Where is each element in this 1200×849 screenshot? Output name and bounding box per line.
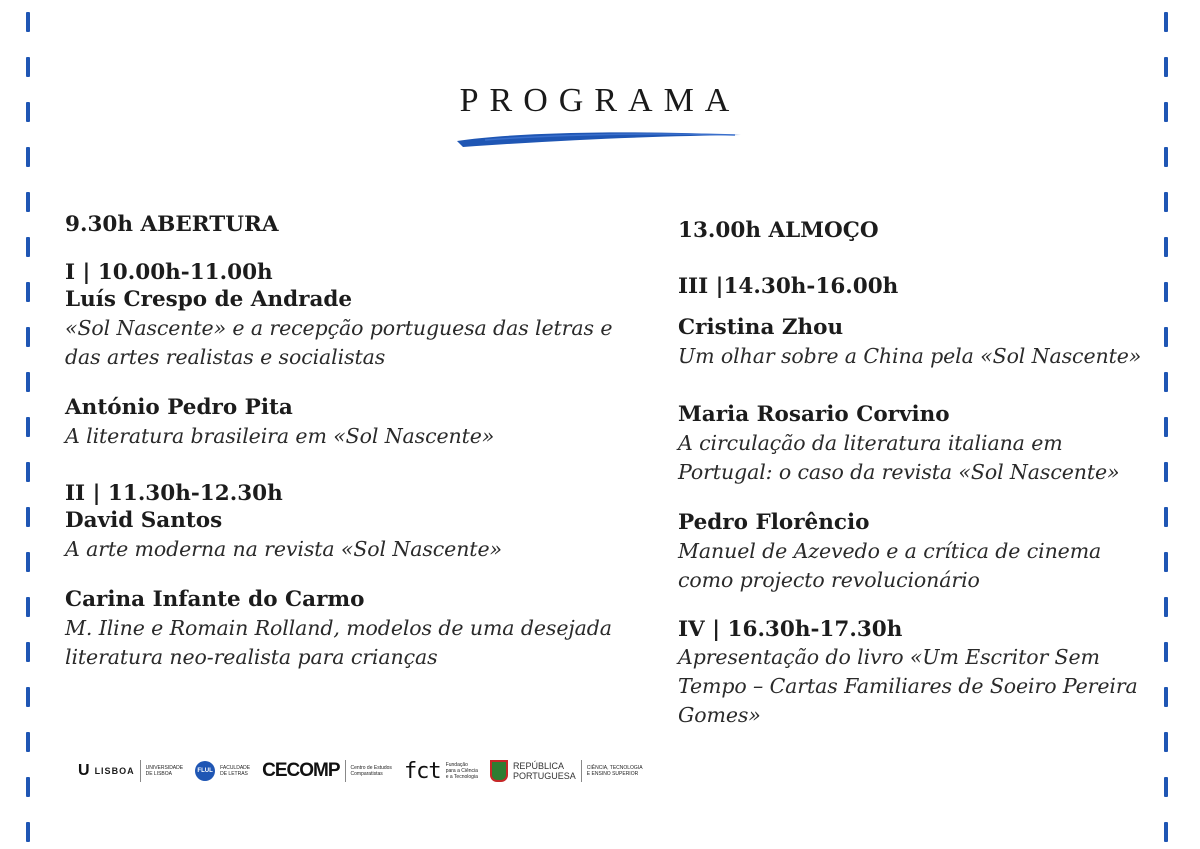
border-dash xyxy=(26,507,30,527)
border-dash xyxy=(1164,192,1168,212)
talk-title: Manuel de Azevedo e a crítica de cinema xyxy=(678,539,1102,563)
speaker-name: Luís Crespo de Andrade xyxy=(65,287,353,312)
border-dash xyxy=(26,552,30,572)
border-dash xyxy=(26,777,30,797)
right-dashed-border xyxy=(1164,0,1170,849)
border-dash xyxy=(1164,552,1168,572)
session-2-heading: II | 11.30h-12.30h xyxy=(65,481,283,506)
border-dash xyxy=(26,327,30,347)
speaker-name: Pedro Florêncio xyxy=(678,510,870,535)
page-title: PROGRAMA xyxy=(459,82,741,119)
talk-title: Portugal: o caso da revista «Sol Nascente» xyxy=(678,460,1120,484)
border-dash xyxy=(1164,597,1168,617)
session-3-heading: III |14.30h-16.00h xyxy=(678,274,899,299)
speaker-name: Cristina Zhou xyxy=(678,315,844,340)
border-dash xyxy=(26,237,30,257)
border-dash xyxy=(26,462,30,482)
border-dash xyxy=(26,642,30,662)
speaker-name: Maria Rosario Corvino xyxy=(678,402,950,427)
republica-portuguesa-logo xyxy=(490,760,643,782)
talk-title: A literatura brasileira em «Sol Nascente» xyxy=(65,424,495,448)
border-dash xyxy=(1164,372,1168,392)
talk-title: Um olhar sobre a China pela «Sol Nascente» xyxy=(678,344,1142,368)
sponsor-logos xyxy=(78,753,643,789)
lunch-heading: 13.00h ALMOÇO xyxy=(678,218,879,243)
border-dash xyxy=(1164,687,1168,707)
coat-of-arms-icon xyxy=(490,760,508,782)
border-dash xyxy=(1164,147,1168,167)
right-column xyxy=(678,218,1148,730)
ulisboa-logo xyxy=(78,760,183,782)
fct-sub: e a Tecnologia xyxy=(445,774,478,780)
border-dash xyxy=(1164,417,1168,437)
speaker-name: António Pedro Pita xyxy=(65,395,293,420)
border-dash xyxy=(26,417,30,437)
fct-sub: para a Ciência xyxy=(445,768,478,774)
border-dash xyxy=(1164,57,1168,77)
talk-title: A arte moderna na revista «Sol Nascente» xyxy=(65,537,502,561)
session-1-heading: I | 10.00h-11.00h xyxy=(65,260,273,285)
border-dash xyxy=(26,822,30,842)
left-column xyxy=(65,212,625,672)
border-dash xyxy=(26,147,30,167)
border-dash xyxy=(26,282,30,302)
republica-line: REPÚBLICA xyxy=(512,761,564,771)
ulisboa-mark: U xyxy=(78,762,90,779)
ulisboa-sub: DE LISBOA xyxy=(145,771,172,777)
republica-line: PORTUGUESA xyxy=(512,771,576,781)
talk-title: Apresentação do livro «Um Escritor Sem xyxy=(678,645,1100,669)
border-dash xyxy=(1164,732,1168,752)
divider xyxy=(140,760,141,782)
border-dash xyxy=(26,597,30,617)
border-dash xyxy=(26,372,30,392)
cecomp-sub: Comparatistas xyxy=(350,771,383,777)
talk-title: Gomes» xyxy=(678,703,761,727)
border-dash xyxy=(1164,777,1168,797)
session-4-heading: IV | 16.30h-17.30h xyxy=(678,617,903,642)
flul-logo xyxy=(195,761,250,781)
republica-sub: CIÊNCIA, TECNOLOGIA xyxy=(586,765,643,771)
speaker-name: David Santos xyxy=(65,508,223,533)
border-dash xyxy=(1164,327,1168,347)
border-dash xyxy=(26,732,30,752)
brush-stroke-underline xyxy=(455,128,745,150)
talk-title: «Sol Nascente» e a recepção portuguesa das letras e xyxy=(65,316,613,340)
cecomp-logo xyxy=(262,760,392,782)
republica-sub: E ENSINO SUPERIOR xyxy=(586,771,639,777)
border-dash xyxy=(1164,237,1168,257)
cecomp-mark: CECOMP xyxy=(262,760,340,781)
talk-title: M. Iline e Romain Rolland, modelos de uma desejada xyxy=(65,616,612,640)
flul-sub: FACULDADE xyxy=(220,765,251,771)
fct-sub: Fundação xyxy=(445,762,468,768)
border-dash xyxy=(1164,507,1168,527)
border-dash xyxy=(26,192,30,212)
ulisboa-sub: UNIVERSIDADE xyxy=(145,765,184,771)
left-dashed-border xyxy=(26,0,32,849)
talk-title: literatura neo-realista para crianças xyxy=(65,645,438,669)
talk-title: como projecto revolucionário xyxy=(678,568,980,592)
divider xyxy=(345,760,346,782)
border-dash xyxy=(1164,462,1168,482)
border-dash xyxy=(1164,12,1168,32)
flul-sub: DE LETRAS xyxy=(220,771,248,777)
border-dash xyxy=(26,57,30,77)
border-dash xyxy=(26,12,30,32)
border-dash xyxy=(1164,282,1168,302)
ulisboa-name: LISBOA xyxy=(94,766,135,776)
talk-title: Tempo – Cartas Familiares de Soeiro Pereira xyxy=(678,674,1138,698)
border-dash xyxy=(1164,822,1168,842)
talk-title: A circulação da literatura italiana em xyxy=(678,431,1063,455)
fct-mark: fct xyxy=(403,758,441,784)
divider xyxy=(581,760,582,782)
speaker-name: Carina Infante do Carmo xyxy=(65,587,365,612)
talk-title: das artes realistas e socialistas xyxy=(65,345,386,369)
opening-heading: 9.30h ABERTURA xyxy=(65,212,279,237)
border-dash xyxy=(26,687,30,707)
flul-mark: FLUL xyxy=(195,761,215,781)
fct-logo xyxy=(404,759,478,784)
border-dash xyxy=(1164,642,1168,662)
cecomp-sub: Centro de Estudos xyxy=(350,765,392,771)
